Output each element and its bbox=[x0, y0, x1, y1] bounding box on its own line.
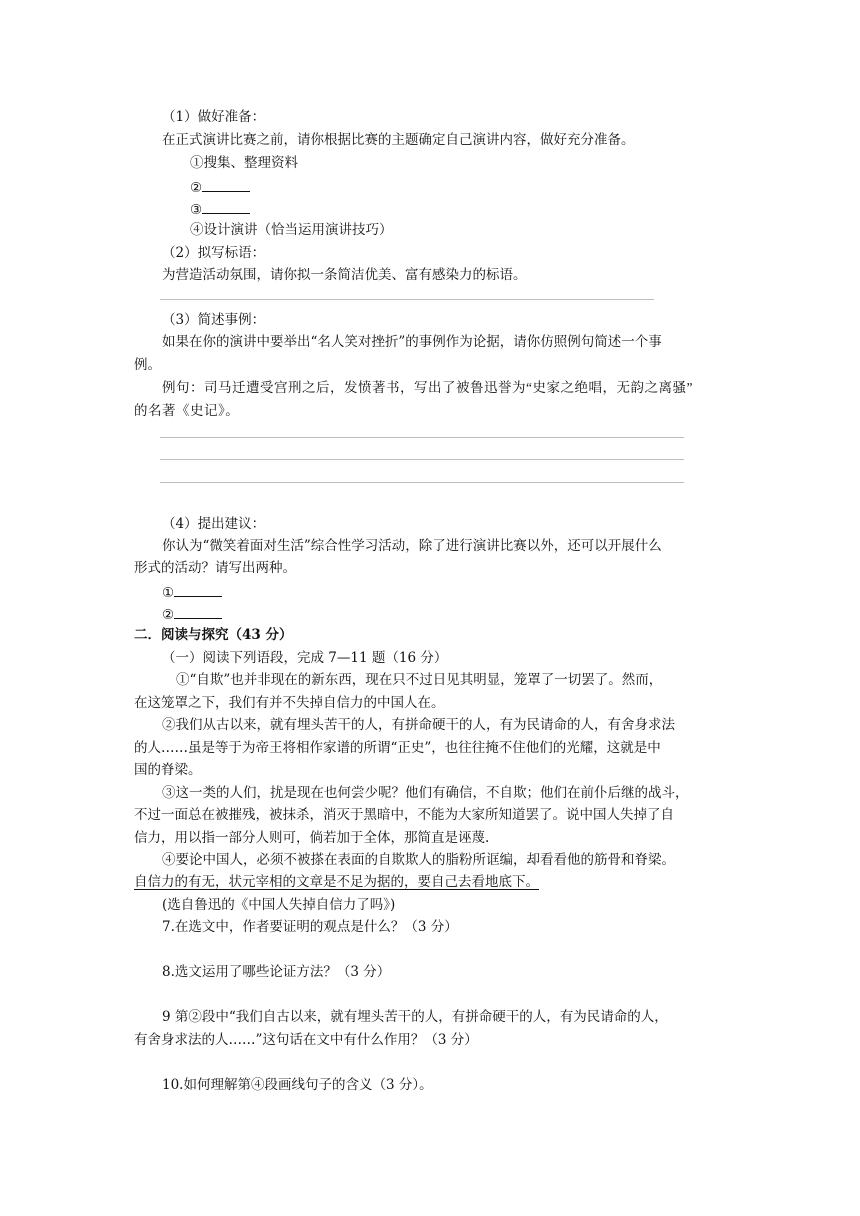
q4-item-1 bbox=[162, 582, 222, 602]
q4-item-2 bbox=[162, 604, 222, 624]
q4-item-1-blank[interactable] bbox=[174, 582, 222, 597]
q4-text-line-1: 你认为“微笑着面对生活”综合性学习活动，除了进行演讲比赛以外，还可以开展什么 bbox=[162, 538, 662, 554]
paragraph-2-line-2: 的人……虽是等于为帝王将相作家谱的所谓“正史”，也往往掩不住他们的光耀，这就是中 bbox=[134, 740, 661, 756]
paragraph-1-line-1: ①“自欺”也并非现在的新东西，现在只不过日见其明显，笼罩了一切罢了。然而， bbox=[176, 672, 663, 688]
q1-step-3 bbox=[190, 199, 250, 219]
q1-title: （1）做好准备： bbox=[162, 109, 266, 125]
q1-step-4: ④设计演讲（恰当运用演讲技巧） bbox=[190, 222, 393, 238]
paragraph-1-line-2: 在这笼罩之下，我们有并不失掉自信力的中国人在。 bbox=[134, 695, 445, 711]
paragraph-3-line-2: 不过一面总在被摧残，被抹杀，消灭于黑暗中，不能为大家所知道罢了。说中国人失掉了自 bbox=[134, 807, 674, 823]
question-8: 8.选文运用了哪些论证方法？（3 分） bbox=[162, 964, 391, 980]
question-10: 10.如何理解第④段画线句子的含义（3 分）。 bbox=[162, 1077, 433, 1093]
q1-step-2 bbox=[190, 177, 250, 197]
q3-example-line-1: 例句：司马迁遭受宫刑之后，发愤著书，写出了被鲁迅誉为“史家之绝唱，无韵之离骚” bbox=[162, 380, 693, 395]
q1-step-1: ①搜集、整理资料 bbox=[190, 155, 298, 171]
q1-step-2-label: ② bbox=[190, 180, 203, 196]
q1-step-3-blank[interactable] bbox=[202, 199, 250, 214]
part-1-intro: （一）阅读下列语段，完成 7—11 题（16 分） bbox=[162, 650, 448, 666]
q4-item-2-blank[interactable] bbox=[174, 604, 222, 619]
q1-step-2-blank[interactable] bbox=[202, 177, 250, 192]
q3-answer-line-1[interactable] bbox=[160, 437, 684, 438]
q2-answer-line[interactable] bbox=[160, 299, 654, 300]
q4-item-2-label: ② bbox=[162, 607, 175, 623]
source-citation: (选自鲁迅的《中国人失掉自信力了吗》) bbox=[162, 897, 396, 913]
q4-text-line-2: 形式的活动？请写出两种。 bbox=[134, 560, 296, 576]
paragraph-4-underlined-sentence: 自信力的有无，状元宰相的文章是不足为据的，要自己去看地底下。 bbox=[134, 874, 539, 890]
question-9-line-1: 9 第②段中“我们自古以来，就有埋头苦干的人，有拼命硬干的人，有为民请命的人， bbox=[162, 1009, 668, 1025]
q3-answer-line-3[interactable] bbox=[160, 482, 684, 483]
q3-example-line-2: 的名著《史记》。 bbox=[134, 403, 240, 418]
paragraph-3-line-1: ③这一类的人们，扰是现在也何尝少呢？他们有确信，不自欺；他们在前仆后继的战斗， bbox=[162, 785, 689, 801]
q4-item-1-label: ① bbox=[162, 585, 175, 601]
paragraph-3-line-3: 信力，用以指一部分人则可，倘若加于全体，那简直是诬蔑. bbox=[134, 830, 490, 846]
q3-title: （3）简述事例： bbox=[162, 312, 266, 328]
q1-step-3-label: ③ bbox=[190, 202, 203, 218]
paragraph-4-line-1: ④要论中国人，必须不被搽在表面的自欺欺人的脂粉所诓编，却看看他的筋骨和脊梁。 bbox=[162, 852, 675, 868]
q3-text-line-1: 如果在你的演讲中要举出“名人笑对挫折”的事例作为论据，请你仿照例句简述一个事 bbox=[162, 334, 662, 350]
q2-text: 为营造活动氛围，请你拟一条简洁优美、富有感染力的标语。 bbox=[162, 267, 527, 283]
paragraph-2-line-3: 国的脊梁。 bbox=[134, 762, 202, 778]
q3-answer-line-2[interactable] bbox=[160, 459, 684, 460]
q4-title: （4）提出建议： bbox=[162, 516, 266, 532]
q1-intro: 在正式演讲比赛之前，请你根据比赛的主题确定自己演讲内容，做好充分准备。 bbox=[162, 132, 635, 148]
q2-title: （2）拟写标语： bbox=[162, 245, 266, 261]
question-9-line-2: 有舍身求法的人……”这句话在文中有什么作用？（3 分） bbox=[134, 1032, 478, 1048]
q3-text-line-2: 例。 bbox=[134, 357, 161, 373]
section-2-heading: 二．阅读与探究（43 分） bbox=[134, 627, 293, 643]
paragraph-2-line-1: ②我们从古以来，就有埋头苦干的人，有拼命硬干的人，有为民请命的人，有舍身求法 bbox=[162, 717, 675, 733]
question-7: 7.在选文中，作者要证明的观点是什么？（3 分） bbox=[162, 919, 458, 935]
